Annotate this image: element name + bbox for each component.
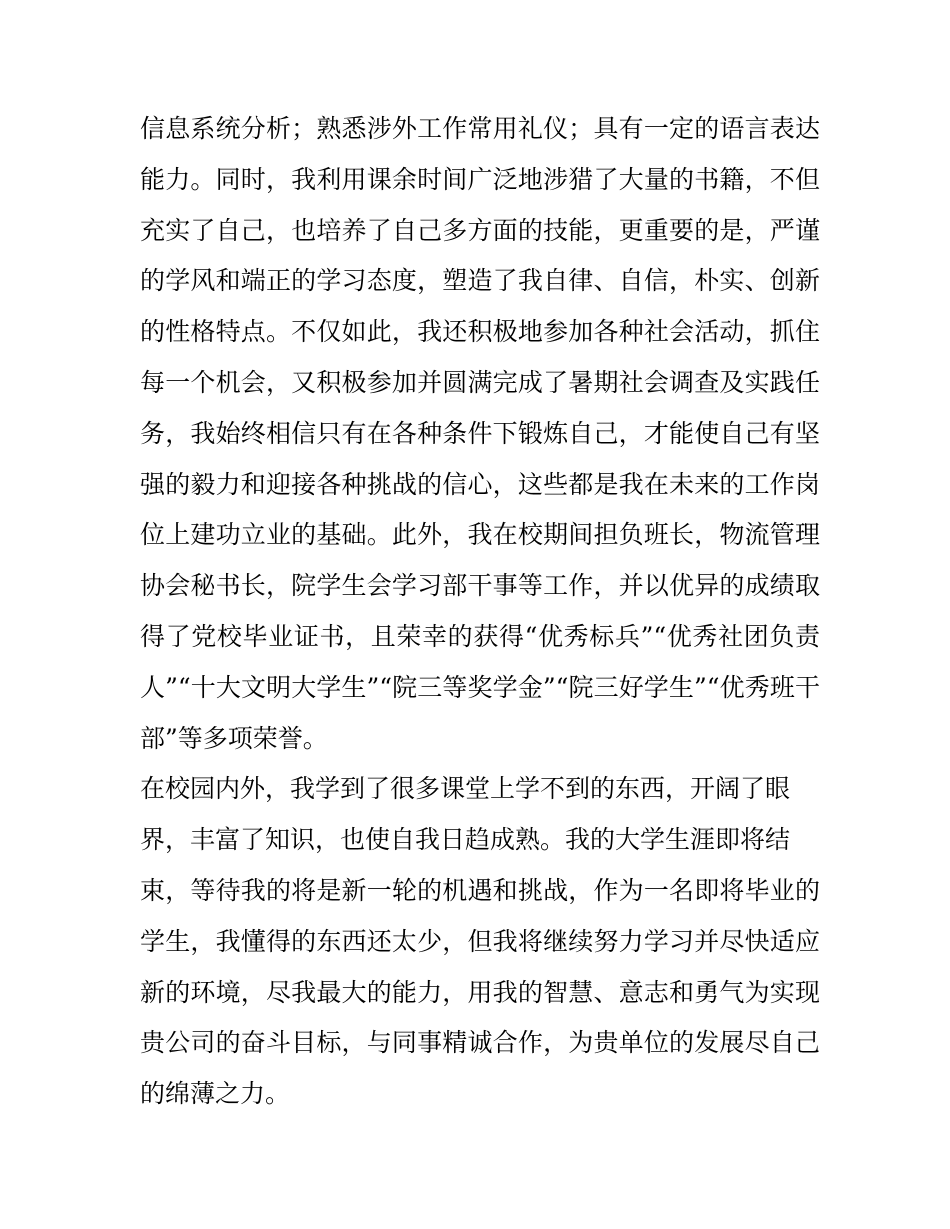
- text-line: 学生，我懂得的东西还太少，但我将继续努力学习并尽快适应: [140, 926, 820, 956]
- text-line: 每一个机会，又积极参加并圆满完成了暑期社会调查及实践任: [140, 367, 820, 397]
- text-line: 部”等多项荣誉。: [140, 723, 328, 753]
- text-line: 新的环境，尽我最大的能力，用我的智慧、意志和勇气为实现: [140, 977, 820, 1007]
- body-text: [140, 104, 820, 1120]
- text-line: 协会秘书长，院学生会学习部干事等工作，并以优异的成绩取: [140, 571, 820, 601]
- text-line: 务，我始终相信只有在各种条件下锻炼自己，才能使自己有坚: [140, 418, 820, 448]
- text-line: 信息系统分析；熟悉涉外工作常用礼仪；具有一定的语言表达: [140, 114, 820, 143]
- text-line: 的绵薄之力。: [140, 1079, 291, 1109]
- text-line: 位上建功立业的基础。此外，我在校期间担负班长，物流管理: [140, 520, 820, 550]
- text-line: 得了党校毕业证书，且荣幸的获得“优秀标兵”“优秀社团负责: [140, 621, 820, 651]
- text-line: 的学风和端正的学习态度，塑造了我自律、自信，朴实、创新: [140, 266, 820, 296]
- text-line: 贵公司的奋斗目标，与同事精诚合作，为贵单位的发展尽自己: [140, 1028, 820, 1058]
- text-line: 强的毅力和迎接各种挑战的信心，这些都是我在未来的工作岗: [140, 469, 820, 499]
- paragraph-1: [140, 104, 820, 764]
- text-line: 充实了自己，也培养了自己多方面的技能，更重要的是，严谨: [140, 215, 820, 245]
- text-line: 人”“十大文明大学生”“院三等奖学金”“院三好学生”“优秀班干: [140, 672, 820, 702]
- paragraph-2: [140, 764, 820, 1120]
- text-line: 的性格特点。不仅如此，我还积极地参加各种社会活动，抓住: [140, 317, 820, 347]
- text-line: 能力。同时，我利用课余时间广泛地涉猎了大量的书籍，不但: [140, 164, 820, 194]
- text-line: 在校园内外，我学到了很多课堂上学不到的东西，开阔了眼: [140, 774, 791, 804]
- text-line: 界，丰富了知识，也使自我日趋成熟。我的大学生涯即将结: [140, 825, 791, 855]
- text-line: 束，等待我的将是新一轮的机遇和挑战，作为一名即将毕业的: [140, 875, 820, 905]
